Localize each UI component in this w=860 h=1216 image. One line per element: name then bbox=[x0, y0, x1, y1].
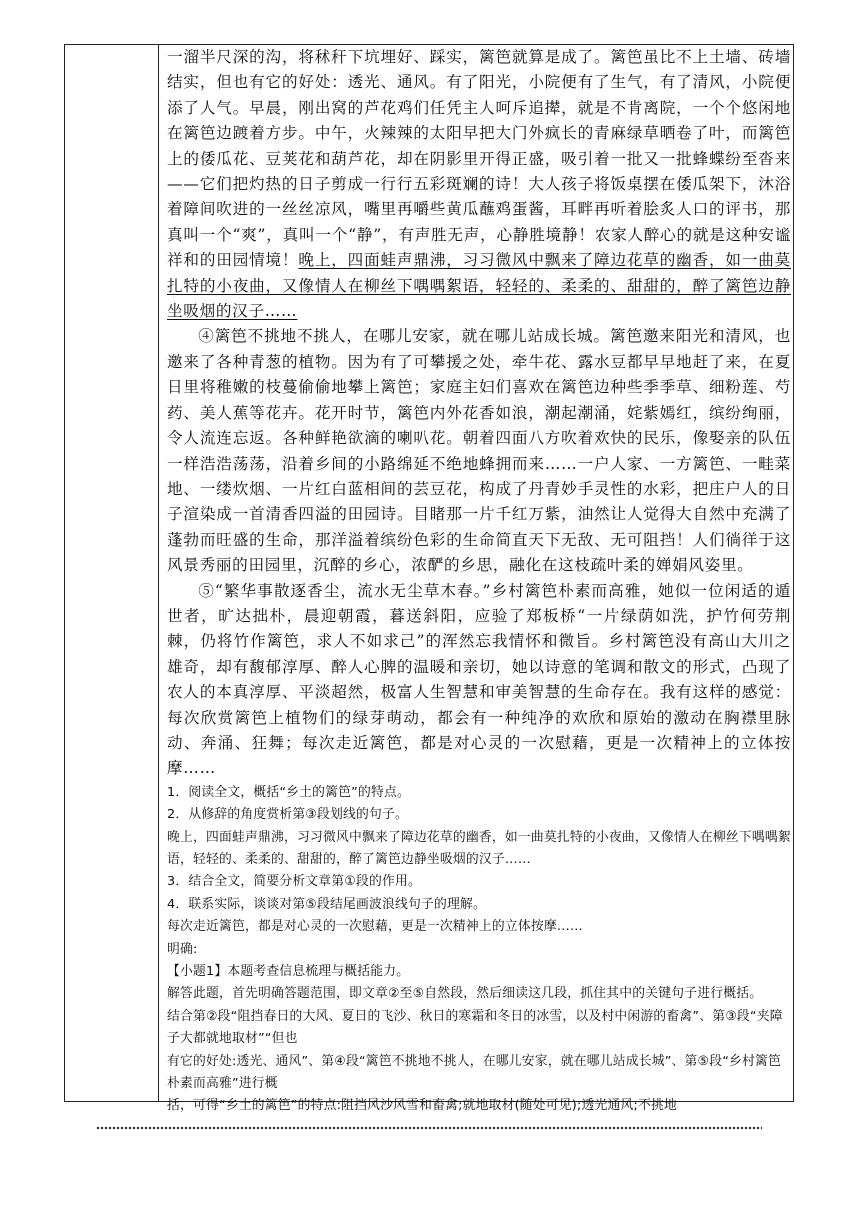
question-3: 3．结合全文，简要分析文章第①段的作用。 bbox=[167, 874, 421, 890]
paragraph-5: ⑤“繁华事散逐香尘，流水无尘草木春。”乡村篱笆朴素而高雅，她似一位闲适的遁世者，旷达拙朴，晨迎朝霞，暮送斜阳，应验了郑板桥“一片绿荫如洗，护竹何劳荆棘，仍将竹作篱笆，求人不如求己”的浑然忘我情怀和微旨。乡村篱笆没有高山大川之雄奇，却有馥郁淳厚、醉人心脾的温暖和亲切，她以诗意的笔调和散文的形式，凸现了农人的本真淳厚、平淡超然，极富人生智慧和审美智慧的生命存在。我有这样的感觉：每次欣赏篱笆上植物们的绿芽萌动，都会有一种纯净的欢欣和原始的激动在胸襟里脉动、奔涌、狂舞；每次走近篱笆，都是对心灵的一次慰藉，更是一次精神上的立体按摩…… bbox=[167, 581, 791, 778]
paragraph-3-text: 一溜半尺深的沟，将秫秆下坑埋好、踩实，篱笆就算是成了。篱笆虽比不上土墙、砖墙结实，但也有它的好处：透光、通风。有了阳光，小院便有了生气，有了清风，小院便添了人气。早晨，刚出窝的芦花鸡们任凭主人呵斥追撵，就是不肯离院，一个个悠闲地在篱笆边踱着方步。中午，火辣辣的太阳早把大门外疯长的青麻绿草晒卷了叶，而篱笆上的倭瓜花、豆荚花和葫芦花，却在阴影里开得正盛，吸引着一批又一批蜂蝶纷至沓来——它们把灼热的日子剪成一行行五彩斑斓的诗！大人孩子将饭桌摆在倭瓜架下，沐浴着障间吹进的一丝丝凉风，嘴里再嚼些黄瓜蘸鸡蛋酱，耳畔再听着脍炙人口的评书，那真叫一个“爽”，真叫一个“静”，有声胜无声，心静胜境静！农家人醉心的就是这种安谧祥和的田园情境！ bbox=[167, 48, 791, 270]
answer-line-3: 结合第②段“阻挡春日的大风、夏日的飞沙、秋日的寒霜和冬日的冰雪，以及村中闲游的畜禽”、第③段“夹障子大都就地取材”“但也 bbox=[167, 1008, 783, 1047]
answer-line-2: 解答此题，首先明确答题范围，即文章②至⑤自然段，然后细读这几段，抓住其中的关键句子进行概括。 bbox=[167, 986, 763, 1002]
question-2: 2．从修辞的角度赏析第③段划线的句子。 bbox=[167, 807, 408, 823]
paragraph-4: ④篱笆不挑地不挑人，在哪儿安家，就在哪儿站成长城。篱笆邀来阳光和清风，也邀来了各种青葱的植物。因为有了可攀援之处，牵牛花、露水豆都早早地赶了来，在夏日里将稚嫩的枝蔓偷偷地攀上篱笆；家庭主妇们喜欢在篱笆边种些季季草、细粉莲、芍药、美人蕉等花卉。花开时节，篱笆内外花香如浪，潮起潮涌，姹紫嫣红，缤纷绚丽，令人流连忘返。各种鲜艳欲滴的喇叭花。朝着四面八方吹着欢快的民乐，像娶亲的队伍一样浩浩荡荡，沿着乡间的小路绵延不绝地蜂拥而来……一户人家、一方篱笆、一畦菜地、一缕炊烟、一片红白蓝相间的芸豆花，构成了丹青妙手灵性的水彩，把庄户人的日子渲染成一首清香四溢的田园诗。目睹那一片千红万紫，油然让人觉得大自然中充满了蓬勃而旺盛的生命，那洋溢着缤纷色彩的生命简直天下无敌、无可阻挡！人们徜徉于这风景秀丽的田园里，沉醉的乡心，浓酽的乡思，融化在这枝疏叶柔的婵娟风姿里。 bbox=[167, 327, 791, 575]
question-2-quote: 晚上，四面蛙声鼎沸，习习微风中飘来了障边花草的幽香，如一曲莫扎特的小夜曲，又像情人在柳丝下喁喁絮语，轻轻的、柔柔的、甜甜的，醉了篱笆边静坐吸烟的汉子…… bbox=[167, 829, 791, 867]
answer-line-4: 有它的好处:透光、通风”、第④段“篱笆不挑地不挑人，在哪儿安家，就在哪儿站成长城”、第⑤段“乡村篱笆朴素而高雅”进行概 bbox=[167, 1053, 782, 1092]
question-4-quote: 每次走近篱笆，都是对心灵的一次慰藉，更是一次精神上的立体按摩…… bbox=[167, 919, 583, 935]
paragraph-3-underlined-sentence: 晚上，四面蛙声鼎沸，习习微风中飘来了障边花草的幽香，如一曲莫扎特的小夜曲，又像情人在柳丝下喁喁絮语，轻轻的、柔柔的、甜甜的，醉了篱笆边静坐吸烟的汉子…… bbox=[167, 251, 791, 321]
answer-line-5: 括，可得“乡土的篱笆”的特点:阻挡风沙风雪和畜禽;就地取材(随处可见);透光通风;不挑地 bbox=[167, 1098, 677, 1114]
question-1: 1．阅读全文，概括“乡土的篱笆”的特点。 bbox=[167, 784, 410, 800]
answer-heading: 明确: bbox=[167, 941, 198, 957]
dotted-separator-line bbox=[96, 1126, 762, 1134]
answer-line-1: 【小题1】本题考查信息梳理与概括能力。 bbox=[167, 964, 410, 980]
essay-text bbox=[167, 45, 791, 782]
content-cell bbox=[167, 45, 791, 1114]
questions-and-answers bbox=[167, 782, 791, 1118]
paragraph-3-continued bbox=[167, 45, 791, 324]
left-column-cell bbox=[65, 45, 159, 1101]
content-table bbox=[64, 44, 794, 1114]
question-4: 4．联系实际，谈谈对第⑤段结尾画波浪线句子的理解。 bbox=[167, 896, 486, 912]
